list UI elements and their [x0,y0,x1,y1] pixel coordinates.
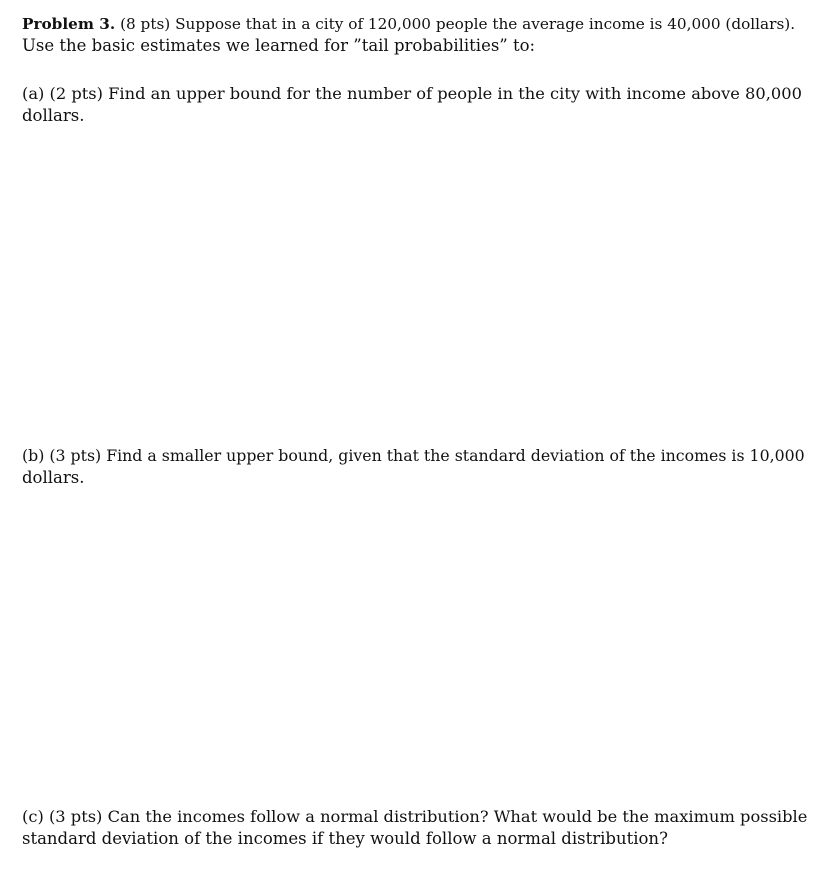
problem-intro-line-1 [22,13,807,35]
part-c-line-2: standard deviation of the incomes if they would follow a normal distribution? [22,829,668,848]
part-b-line-2: dollars. [22,468,85,487]
part-b [22,445,807,489]
part-a [22,83,807,127]
part-b-line-1: (b) (3 pts) Find a smaller upper bound, given that the standard deviation of the incomes is 10,000 [22,446,805,465]
problem-statement [22,13,807,57]
problem-heading: Problem 3. [22,15,116,33]
part-c-line-1: (c) (3 pts) Can the incomes follow a normal distribution? What would be the maximum possible [22,807,808,826]
part-a-line-2: dollars. [22,106,85,125]
problem-intro-line-2: Use the basic estimates we learned for ”tail probabilities” to: [22,36,536,55]
part-a-line-1: (a) (2 pts) Find an upper bound for the number of people in the city with income above 80,000 [22,84,802,103]
problem-intro-text: (8 pts) Suppose that in a city of 120,000 people the average income is 40,000 (dollars). [120,15,796,33]
part-c [22,806,807,850]
